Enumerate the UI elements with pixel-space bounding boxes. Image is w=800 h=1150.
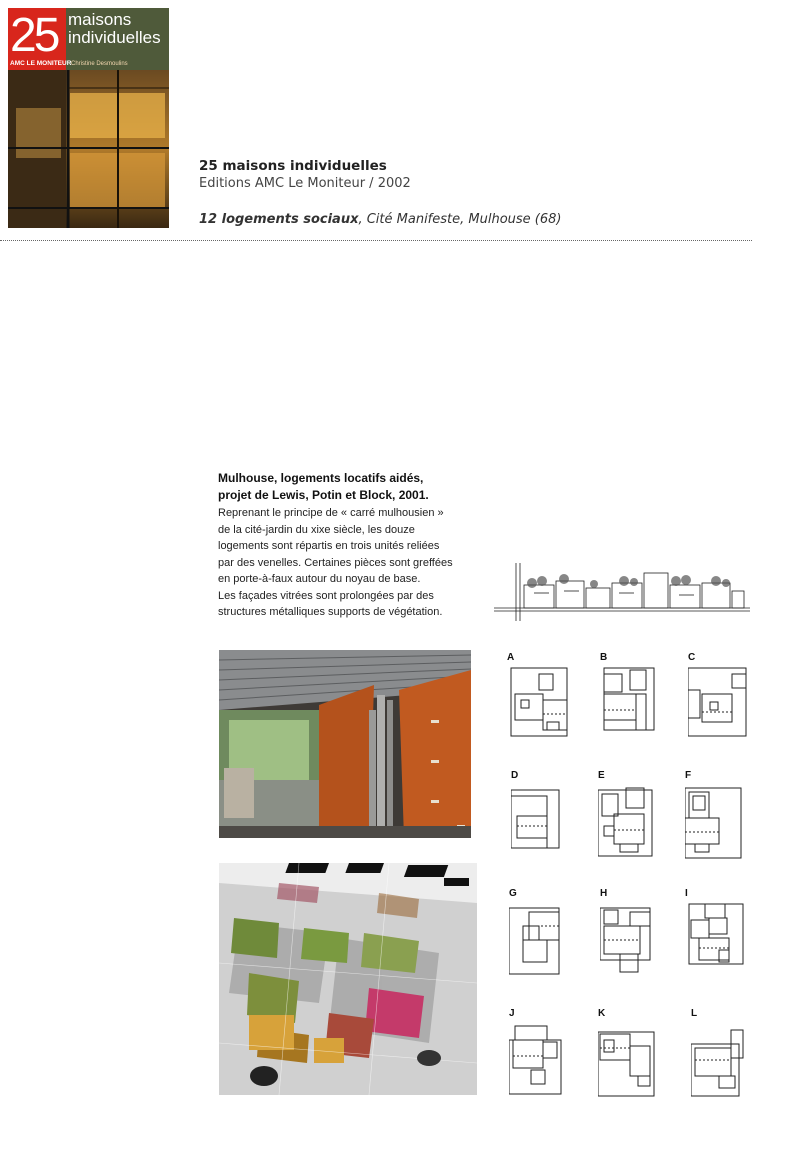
publisher-line: Editions AMC Le Moniteur / 2002 [199, 176, 411, 191]
aerial-rendering [219, 863, 477, 1095]
description-line: Reprenant le principe de « carré mulhousien » [218, 507, 444, 519]
book-title: 25 maisons individuelles [199, 158, 387, 174]
page-title [218, 470, 429, 504]
floor-plan-drawing [507, 664, 577, 744]
cover-number: 25 [10, 9, 58, 62]
page-title-line1: Mulhouse, logements locatifs aidés, [218, 471, 424, 485]
description-line: de la cité-jardin du xixe siècle, les douze [218, 523, 415, 536]
floor-plan-drawing [600, 664, 670, 744]
description-line: structures métalliques supports de végétation. [218, 606, 443, 618]
plan-F [685, 770, 760, 865]
description-line: logements sont répartis en trois unités reliées [218, 540, 440, 552]
plan-J [509, 1008, 584, 1103]
plan-letter: F [685, 770, 692, 781]
description-line: par des venelles. Certaines pièces sont greffées [218, 556, 453, 569]
plan-letter: I [685, 888, 688, 899]
floor-plan-drawing [685, 900, 755, 980]
floor-plan-drawing [511, 782, 581, 862]
plan-letter: J [509, 1008, 515, 1019]
plan-L [691, 1008, 766, 1103]
plan-letter: B [600, 652, 608, 663]
plan-K [598, 1008, 673, 1103]
cover-publisher-mark: AMC LE MONITEUR [10, 60, 72, 67]
floor-plan-drawing [600, 900, 670, 980]
cover-title-line2: individuelles [68, 28, 161, 47]
plan-C [688, 652, 763, 747]
floor-plan-drawing [685, 782, 755, 862]
floor-plan-drawing [691, 1020, 761, 1100]
cover-title-line1: maisons [68, 10, 132, 29]
project-title: 12 logements sociaux [199, 212, 359, 227]
project-location: , Cité Manifeste, Mulhouse (68) [358, 212, 562, 227]
plan-letter: C [688, 652, 696, 663]
project-line [199, 212, 561, 227]
plan-G [509, 888, 584, 983]
description-line: en porte-à-faux autour du noyau de base. [218, 573, 421, 585]
plan-letter: A [507, 652, 515, 663]
plan-letter: L [691, 1008, 698, 1019]
floor-plan-drawing [509, 1020, 579, 1100]
cover-author: Christine Desmoulins [71, 61, 128, 67]
plan-D [511, 770, 586, 865]
plan-letter: G [509, 888, 517, 899]
plan-letter: E [598, 770, 605, 781]
plan-letter: K [598, 1008, 606, 1019]
description-line: Les façades vitrées sont prolongées par des [218, 589, 434, 602]
page-title-line2: projet de Lewis, Potin et Block, 2001. [218, 488, 429, 502]
floor-plan-drawing [509, 900, 579, 980]
elevation-drawing [494, 553, 750, 623]
dotted-separator [0, 240, 752, 241]
page-description [218, 505, 488, 621]
plan-letter: H [600, 888, 608, 899]
interior-photo [219, 650, 471, 838]
floor-plan-drawing [598, 1020, 668, 1100]
plan-I [685, 888, 760, 983]
plan-A [507, 652, 582, 747]
plan-H [600, 888, 675, 983]
plan-B [600, 652, 675, 747]
plan-letter: D [511, 770, 519, 781]
book-cover-image [8, 8, 169, 228]
floor-plan-drawing [688, 664, 758, 744]
floor-plan-drawing [598, 782, 668, 862]
plan-E [598, 770, 673, 865]
